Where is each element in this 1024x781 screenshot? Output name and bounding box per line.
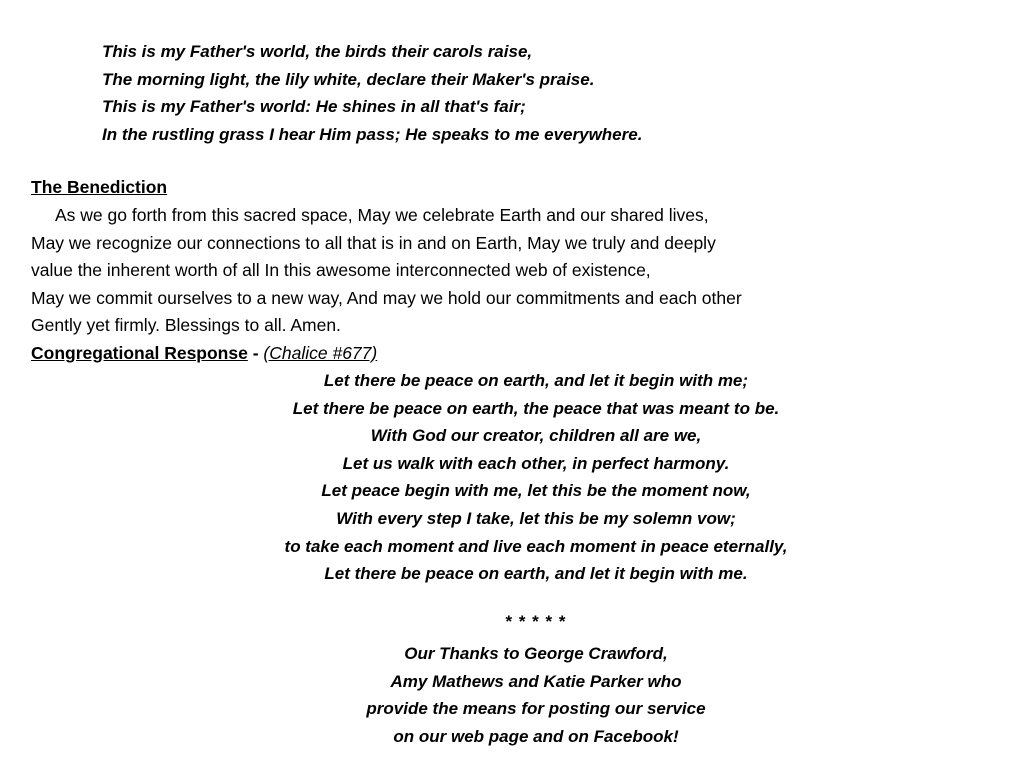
peace-song-lyrics <box>0 367 1024 588</box>
thanks-line: Amy Mathews and Katie Parker who <box>390 671 682 691</box>
lyric-line: Let peace begin with me, let this be the moment now, <box>321 481 751 501</box>
lyric-line: With God our creator, children all are we, <box>370 426 702 446</box>
congregational-response-heading <box>31 340 377 369</box>
hymn-line: This is my Father's world: He shines in all that's fair; <box>102 97 526 117</box>
response-reference: (Chalice #677) <box>263 343 378 363</box>
hymn-line: The morning light, the lily white, declare their Maker's praise. <box>102 69 595 89</box>
hymn-line: This is my Father's world, the birds their carols raise, <box>102 42 533 61</box>
thanks-note <box>0 640 1024 750</box>
thanks-line: provide the means for posting our service <box>366 699 706 719</box>
thanks-line: Our Thanks to George Crawford, <box>404 644 668 663</box>
benediction-heading: The Benediction <box>31 177 168 197</box>
lyric-line: With every step I take, let this be my solemn vow; <box>336 508 736 528</box>
benediction-line: As we go forth from this sacred space, May we celebrate Earth and our shared lives, <box>55 205 709 225</box>
response-heading-label: Congregational Response <box>31 343 248 363</box>
benediction-line: May we commit ourselves to a new way, And may we hold our commitments and each other <box>31 287 742 308</box>
lyric-line: Let there be peace on earth, and let it begin with me. <box>324 564 748 584</box>
response-heading-separator: - <box>247 343 264 363</box>
hymn-stanza <box>102 38 642 148</box>
lyric-line: Let us walk with each other, in perfect harmony. <box>342 453 730 473</box>
benediction-line: May we recognize our connections to all that is in and on Earth, May we truly and deeply <box>31 232 716 253</box>
benediction-text <box>31 202 742 340</box>
hymn-line: In the rustling grass I hear Him pass; He speaks to me everywhere. <box>102 124 643 144</box>
lyric-line: Let there be peace on earth, the peace that was meant to be. <box>292 398 780 418</box>
thanks-line: on our web page and on Facebook! <box>393 726 679 746</box>
benediction-line: Gently yet firmly. Blessings to all. Amen. <box>31 315 341 336</box>
lyric-line: Let there be peace on earth, and let it begin with me; <box>323 371 749 390</box>
benediction-line: value the inherent worth of all In this awesome interconnected web of existence, <box>31 260 651 281</box>
lyric-line: to take each moment and live each moment in peace eternally, <box>284 536 788 556</box>
section-divider: * * * * * <box>505 612 567 631</box>
